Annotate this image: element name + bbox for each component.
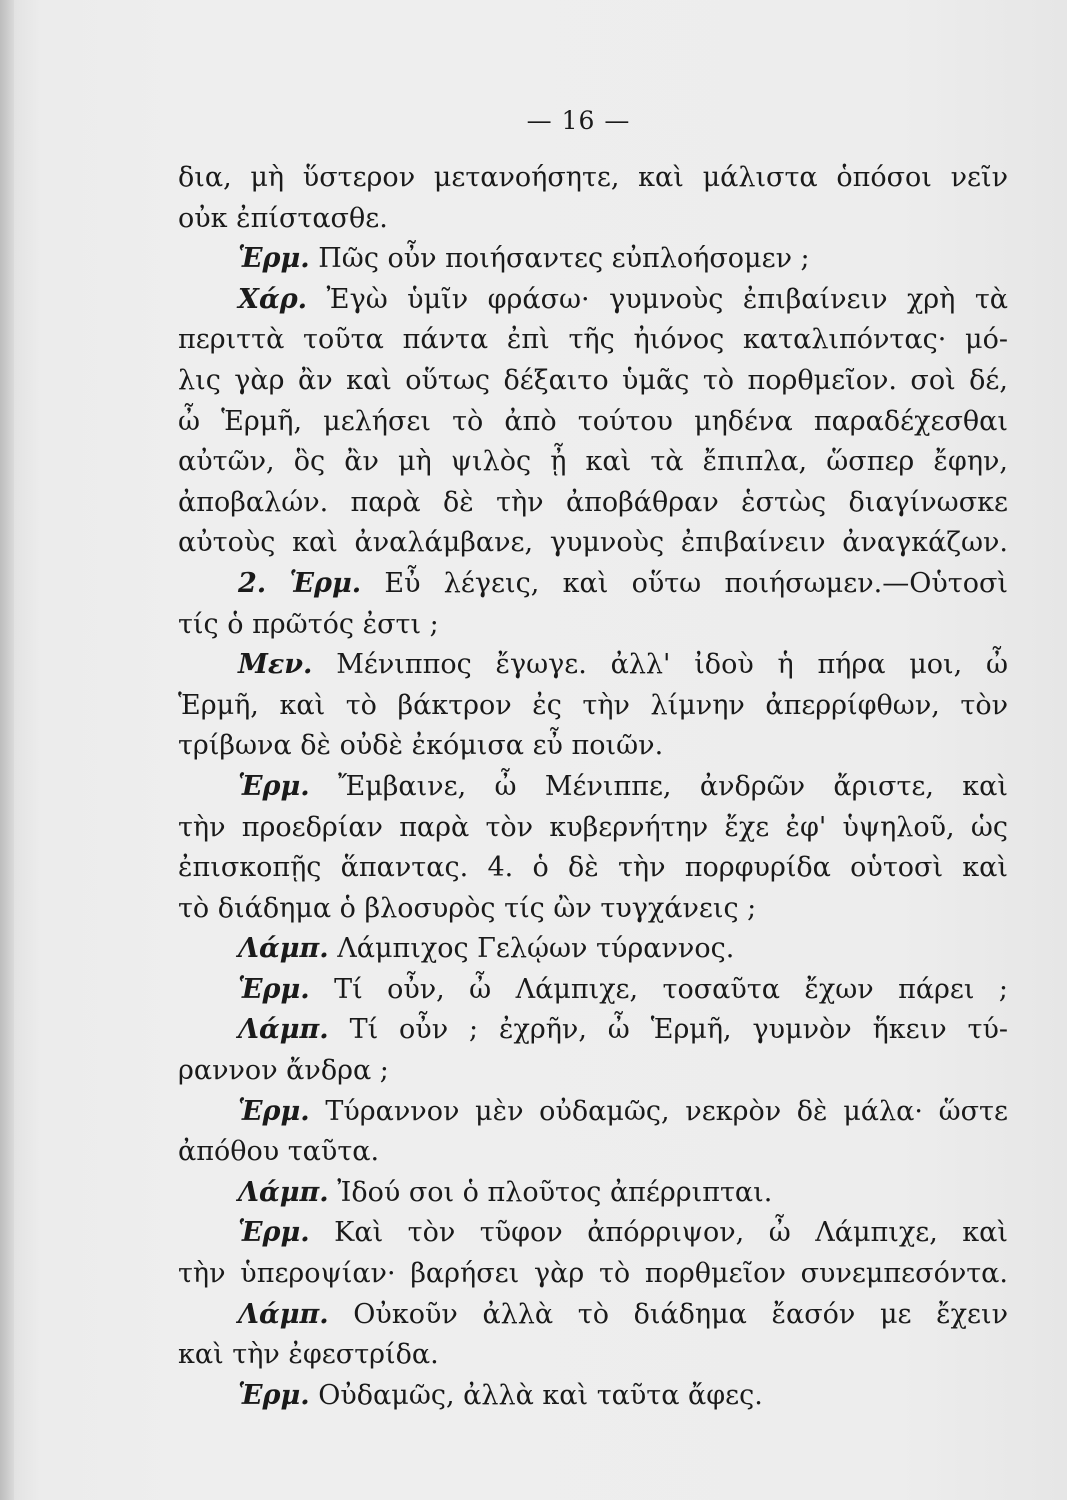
line-text: καὶ τὴν ἐφεστρίδα. [178, 1339, 439, 1371]
line-text: περιττὰ τοῦτα πάντα ἐπὶ τῆς ἠιόνος καταλιπόντας· μό- [178, 324, 1008, 356]
speaker-label: Χάρ. [238, 283, 308, 315]
line-text: Ἐγὼ ὑμῖν φράσω· γυμνοὺς ἐπιβαίνειν χρὴ τὰ [326, 283, 1008, 315]
line-text: λις γὰρ ἂν καὶ οὕτως δέξαιτο ὑμᾶς τὸ πορθμεῖον. σοὶ δέ, [178, 364, 1008, 396]
line-text: Ἑρμῆ, καὶ τὸ βάκτρον ἐς τὴν λίμνην ἀπερρίφθων, τὸν [178, 689, 1008, 721]
line-text: Εὖ λέγεις, καὶ οὕτω ποιήσωμεν.—Οὑτοσὶ [384, 567, 1008, 599]
text-line [178, 1051, 1008, 1092]
line-text: τίς ὁ πρῶτός ἐστι ; [178, 608, 439, 640]
dialogue-line [178, 1295, 1008, 1336]
dialogue-line [178, 970, 1008, 1011]
dialogue-line [178, 645, 1008, 686]
line-text: Τύραννον μὲν οὐδαμῶς, νεκρὸν δὲ μάλα· ὥστε [325, 1095, 1008, 1127]
text-line [178, 726, 1008, 767]
line-text: δια, μὴ ὕστερον μετανοήσητε, καὶ μάλιστα ὁπόσοι νεῖν [178, 162, 1008, 193]
line-text: ὦ Ἑρμῆ, μελήσει τὸ ἀπὸ τούτου μηδένα παραδέχεσθαι [178, 405, 1008, 437]
line-text: ἐπισκοπῇς ἅπαντας. 4. ὁ δὲ τὴν πορφυρίδα οὑτοσὶ καὶ [178, 852, 1008, 884]
dialogue-line [178, 1010, 1008, 1051]
speaker-label: Μεν. [238, 649, 313, 681]
line-text: Οὐκοῦν ἀλλὰ τὸ διάδημα ἔασόν με ἔχειν [353, 1298, 1008, 1330]
speaker-label: Λάμπ. [238, 933, 329, 965]
dialogue-line [178, 1173, 1008, 1214]
text-line [178, 402, 1008, 443]
text-line [178, 361, 1008, 402]
line-text: Τί οὖν ; ἐχρῆν, ὦ Ἑρμῆ, γυμνὸν ἥκειν τύ- [349, 1014, 1008, 1046]
line-text: Μένιππος ἔγωγε. ἀλλ' ἰδοὺ ἡ πήρα μοι, ὦ [336, 649, 1008, 681]
text-line [178, 605, 1008, 646]
section-number: 2. [238, 567, 267, 599]
line-text: οὐκ ἐπίστασθε. [178, 202, 388, 234]
line-text: Ἰδού σοι ὁ πλοῦτος ἀπέρριπται. [337, 1176, 773, 1208]
speaker-label: Λάμπ. [238, 1014, 329, 1046]
line-text: ραννον ἄνδρα ; [178, 1055, 389, 1087]
dialogue-line [178, 1092, 1008, 1133]
text-line [178, 848, 1008, 889]
text-line [178, 889, 1008, 930]
text-line [178, 1254, 1008, 1295]
speaker-label: Ἑρμ. [238, 1379, 310, 1411]
text-line [178, 523, 1008, 564]
dialogue-text [178, 158, 1008, 1416]
speaker-label: Ἑρμ. [238, 243, 310, 275]
speaker-label: Ἑρμ. [238, 1217, 310, 1249]
line-text: ἀπόθου ταῦτα. [178, 1136, 380, 1168]
speaker-label: Ἑρμ. [238, 770, 310, 802]
dialogue-line [178, 1376, 1008, 1417]
line-text: τὴν ὑπεροψίαν· βαρήσει γὰρ τὸ πορθμεῖον συνεμπεσόντα. [178, 1258, 1008, 1290]
line-text: Καὶ τὸν τῦφον ἀπόρριψον, ὦ Λάμπιχε, καὶ [334, 1217, 1008, 1249]
speaker-label: Ἑρμ. [289, 567, 362, 599]
text-line [178, 320, 1008, 361]
dialogue-line [178, 1213, 1008, 1254]
line-text: Τί οὖν, ὦ Λάμπιχε, τοσαῦτα ἔχων πάρει ; [334, 973, 1008, 1005]
speaker-label: Ἑρμ. [238, 973, 310, 1005]
text-line [178, 808, 1008, 849]
text-line [178, 199, 1008, 240]
dialogue-line [178, 280, 1008, 321]
dialogue-line [178, 767, 1008, 808]
text-line [178, 158, 1008, 199]
line-text: Πῶς οὖν ποιήσαντες εὐπλοήσομεν ; [318, 243, 810, 275]
text-line [178, 1335, 1008, 1376]
text-line [178, 1132, 1008, 1173]
line-text: τὴν προεδρίαν παρὰ τὸν κυβερνήτην ἔχε ἐφ' ὑψηλοῦ, ὡς [178, 811, 1008, 843]
dialogue-line [178, 564, 1008, 605]
line-text: Ἔμβαινε, ὦ Μένιππε, ἀνδρῶν ἄριστε, καὶ [337, 770, 1008, 802]
line-text: αὐτῶν, ὃς ἂν μὴ ψιλὸς ᾖ καὶ τὰ ἔπιπλα, ὥσπερ ἔφην, [178, 446, 1008, 478]
dialogue-line [178, 929, 1008, 970]
text-line [178, 483, 1008, 524]
line-text: τρίβωνα δὲ οὐδὲ ἐκόμισα εὖ ποιῶν. [178, 730, 664, 762]
line-text: τὸ διάδημα ὁ βλοσυρὸς τίς ὢν τυγχάνεις ; [178, 892, 757, 924]
dialogue-line [178, 239, 1008, 280]
line-text: ἀποβαλών. παρὰ δὲ τὴν ἀποβάθραν ἑστὼς διαγίνωσκε [178, 486, 1008, 518]
line-text: αὐτοὺς καὶ ἀναλάμβανε, γυμνοὺς ἐπιβαίνειν ἀναγκάζων. [178, 527, 1008, 559]
line-text: Οὐδαμῶς, ἀλλὰ καὶ ταῦτα ἄφες. [318, 1379, 763, 1411]
line-text: Λάμπιχος Γελῴων τύραννος. [337, 933, 735, 965]
speaker-label: Ἑρμ. [238, 1095, 310, 1127]
text-line [178, 442, 1008, 483]
text-line [178, 686, 1008, 727]
speaker-label: Λάμπ. [238, 1176, 329, 1208]
speaker-label: Λάμπ. [238, 1298, 329, 1330]
page-number: — 16 — [526, 106, 631, 135]
